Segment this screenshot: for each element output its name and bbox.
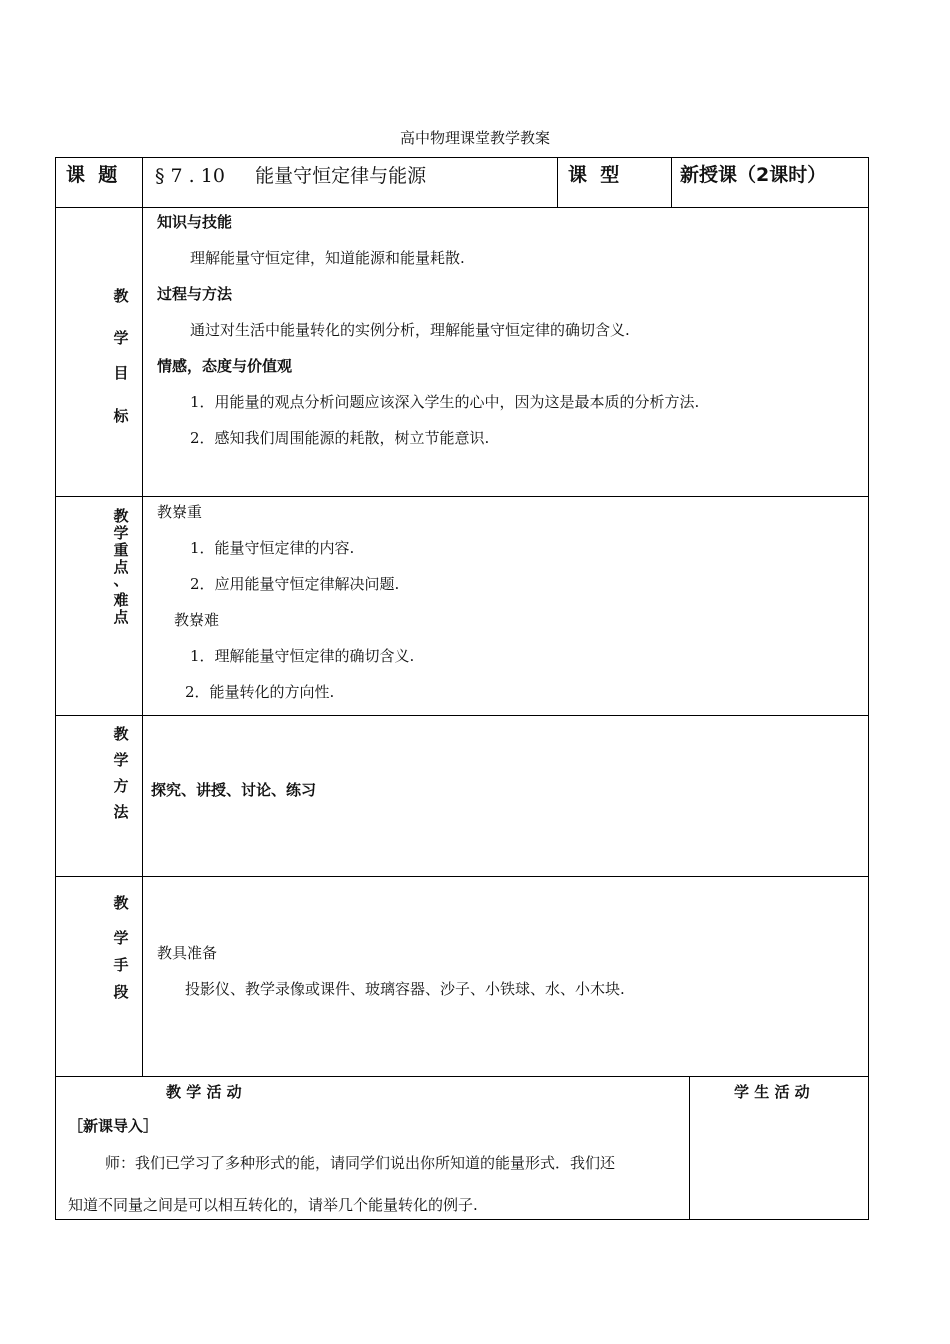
objectives-label-char: 标 xyxy=(113,407,129,425)
type-value: 新授课（2课时） xyxy=(680,164,827,186)
means-label-char: 教 xyxy=(113,894,129,912)
objectives-knowledge-title: 知识与技能 xyxy=(157,213,233,231)
teacher-activity-header: 教 学 活 动 xyxy=(166,1083,242,1101)
means-content-cell xyxy=(142,877,869,1077)
methods-label-cell xyxy=(55,716,142,877)
topic-label: 课 题 xyxy=(66,164,118,186)
objectives-process-title: 过程与方法 xyxy=(157,285,233,303)
keypoints-label-char: 点 xyxy=(113,558,129,576)
means-text: 投影仪、教学录像或课件、玻璃容器、沙子、小铁球、水、小木块. xyxy=(185,980,625,998)
methods-label-char: 法 xyxy=(113,803,129,821)
keypoints-label-char: 学 xyxy=(113,524,129,542)
keypoints-difficulty-title: 教嶚难 xyxy=(174,611,220,629)
student-activity-header: 学 生 活 动 xyxy=(734,1083,810,1101)
new-lesson-title: ［新课导入］ xyxy=(68,1117,159,1135)
objectives-label-char: 教 xyxy=(113,287,129,305)
means-label-cell xyxy=(55,877,142,1077)
keypoints-label-char: 教 xyxy=(113,507,129,525)
objectives-content-cell xyxy=(142,208,869,497)
means-label-char: 手 xyxy=(113,956,129,974)
keypoints-focus-item: 2．应用能量守恒定律解决问题. xyxy=(190,575,400,593)
means-title: 教具准备 xyxy=(157,944,218,962)
topic-label-cell xyxy=(55,157,142,208)
type-value-cell xyxy=(671,157,869,208)
objectives-process-text: 通过对生活中能量转化的实例分析，理解能量守恒定律的确切含义. xyxy=(190,321,630,339)
methods-content-cell xyxy=(142,716,869,877)
objectives-label-char: 目 xyxy=(113,364,129,382)
student-activity-cell xyxy=(689,1077,869,1220)
keypoints-label-char: 点 xyxy=(113,608,129,626)
objectives-emotion-item: 1．用能量的观点分析问题应该深入学生的心中，因为这是最本质的分析方法. xyxy=(190,393,700,411)
topic-value-cell xyxy=(142,157,557,208)
keypoints-focus-item: 1．能量守恒定律的内容. xyxy=(190,539,355,557)
keypoints-label-cell xyxy=(55,497,142,716)
objectives-label-char: 学 xyxy=(113,329,129,347)
keypoints-label-char: 重 xyxy=(113,541,129,559)
objectives-emotion-title: 情感，态度与价值观 xyxy=(157,357,293,375)
topic-value: § 7 . 10 能量守恒定律与能源 xyxy=(155,165,427,187)
objectives-label-cell xyxy=(55,208,142,497)
means-label-char: 段 xyxy=(113,983,129,1001)
means-label-char: 学 xyxy=(113,929,129,947)
keypoints-label-char: 、 xyxy=(113,571,129,589)
intro-paragraph-line: 知道不同量之间是可以相互转化的，请举几个能量转化的例子. xyxy=(68,1196,478,1214)
methods-text: 探究、讲授、讨论、练习 xyxy=(151,781,317,799)
intro-paragraph-line: 师：我们已学习了多种形式的能，请同学们说出你所知道的能量形式．我们还 xyxy=(105,1154,616,1172)
methods-label-char: 教 xyxy=(113,725,129,743)
methods-label-char: 学 xyxy=(113,751,129,769)
objectives-emotion-item: 2．感知我们周围能源的耗散，树立节能意识. xyxy=(190,429,490,447)
methods-label-char: 方 xyxy=(113,777,129,795)
type-label: 课 型 xyxy=(568,164,620,186)
teacher-activity-cell xyxy=(55,1077,689,1220)
keypoints-focus-title: 教嶚重 xyxy=(157,503,203,521)
type-label-cell xyxy=(557,157,671,208)
document-title: 高中物理课堂教学教案 xyxy=(399,129,550,147)
objectives-knowledge-text: 理解能量守恒定律，知道能源和能量耗散. xyxy=(190,249,465,267)
keypoints-label-char: 难 xyxy=(113,591,129,609)
keypoints-difficulty-item: 1．理解能量守恒定律的确切含义. xyxy=(190,647,415,665)
keypoints-content-cell xyxy=(142,497,869,716)
keypoints-difficulty-item: 2．能量转化的方向性. xyxy=(185,683,335,701)
